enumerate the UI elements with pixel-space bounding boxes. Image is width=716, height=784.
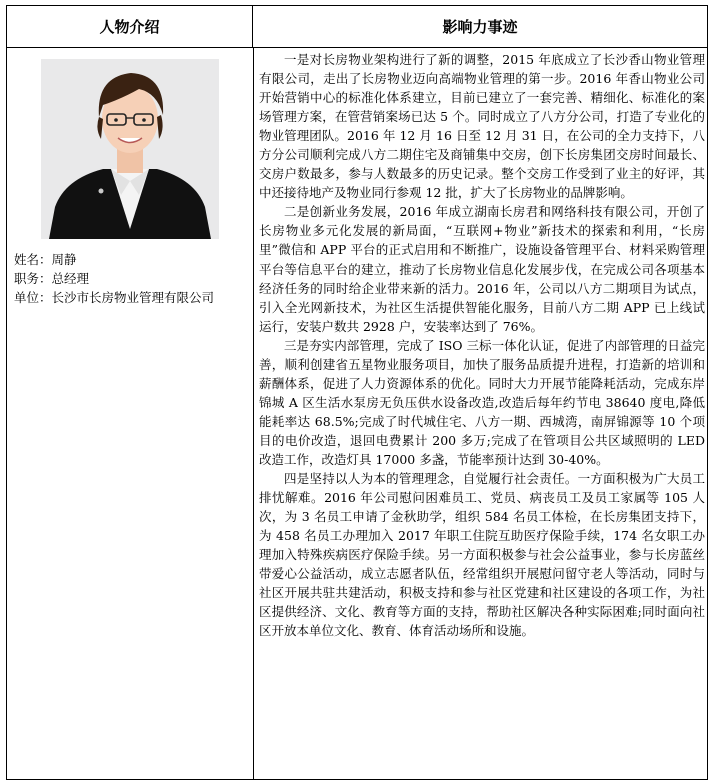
title-row [14,269,250,288]
unit-row [14,288,250,307]
portrait-illustration [41,59,219,239]
unit-label: 单位： [14,290,52,305]
header-achievements: 影响力事迹 [253,6,707,48]
portrait-photo [41,59,219,239]
paragraph-4: 四是坚持以人为本的管理理念，自觉履行社会责任。一方面积极为广大员工排忧解难。2016 年公司慰问困难员工、党员、病丧员工及员工家属等 105 人次，为 3 名员工申请了金秋助学，组织 584 名员工体检，在长房集团支持下，为 458 名员工办理加入 2017 年职工住院互助医疗保险手续，174 名女职工办理加入特殊疾病医疗保险手续。另一方面积极参与社会公益事业，参与长房蓝丝带爱心公益活动，成立志愿者队伍，经常组织开展慰问留守老人等活动，同时与社区开展共驻共建活动，积极支持和参与社区党建和社区建设的各项工作，为社区提供经济、文化、教育等方面的支持，帮助社区解决各种实际困难;同时面向社区开放本单位文化、教育、体育活动场所和设施。 [259,471,705,639]
paragraph-2: 二是创新业务发展，2016 年成立湖南长房君和网络科技有限公司，开创了长房物业多元化发展的新局面，“互联网+物业”新技术的探索和利用，“长房里”微信和 APP 平台的正式启用和不断推广，设施设备管理平台、材料采购管理平台等信息平台的建立，推动了长房物业信息化发展步伐，在完成公司各项基本经济任务的同时给企业带来新的活力。2016 年，公司以八方二期项目为试点，引入全光网新技术，为社区生活提供智能化服务，目前八方二期 APP 已上线试运行，安装户数共 2928 户，安装率达到了 76%。 [259,204,705,334]
person-info [14,250,250,307]
achievements-content [259,50,705,640]
profile-table [6,5,708,780]
paragraph-1: 一是对长房物业架构进行了新的调整，2015 年底成立了长沙香山物业管理有限公司，走出了长房物业迈向高端物业管理的第一步。2016 年香山物业公司开始营销中心的标准化体系建立，目前已建立了一套完善、精细化、标准化的案场管理方案，在管营销案场已达 5 个。同时成立了八方分公司，打造了专业化的物业管理团队。2016 年 12 月 16 日至 12 月 31 日，在公司的全力支持下，八方分公司顺利完成八方二期住宅及商铺集中交房，创下长房集团交房时间最长、交房户数最多，参与人数最多的历史记录。整个交房工作受到了业主的好评，其中还接待地产及物业同行参观 12 批，扩大了长房物业的品牌影响。 [259,52,705,201]
header-person-intro: 人物介绍 [7,6,253,48]
name-value: 周静 [51,252,77,267]
title-label: 职务： [14,271,52,286]
title-value: 总经理 [51,271,90,286]
paragraph-3: 三是夯实内部管理，完成了 ISO 三标一体化认证，促进了内部管理的日益完善，顺利创建省五星物业服务项目，加快了服务品质提升进程，打造新的培训和薪酬体系，促进了人力资源体系的优化。同时大力开展节能降耗活动，完成东岸锦城 A 区生活水泵房无负压供水设备改造,改造后每年约节电 38640 度电,降低能耗率达 68.5%;完成了时代城住宅、八方一期、西城湾，南屏锦源等 10 个项目的电价改造，退回电费累计 200 多万;完成了在管项目公共区域照明的 LED 改造工作，改造灯具 17000 多盏，节能率预计达到 30-40%。 [259,337,705,467]
column-divider [253,48,254,779]
name-label: 姓名： [14,252,52,267]
name-row [14,250,250,269]
unit-value: 长沙市长房物业管理有限公司 [51,290,215,305]
